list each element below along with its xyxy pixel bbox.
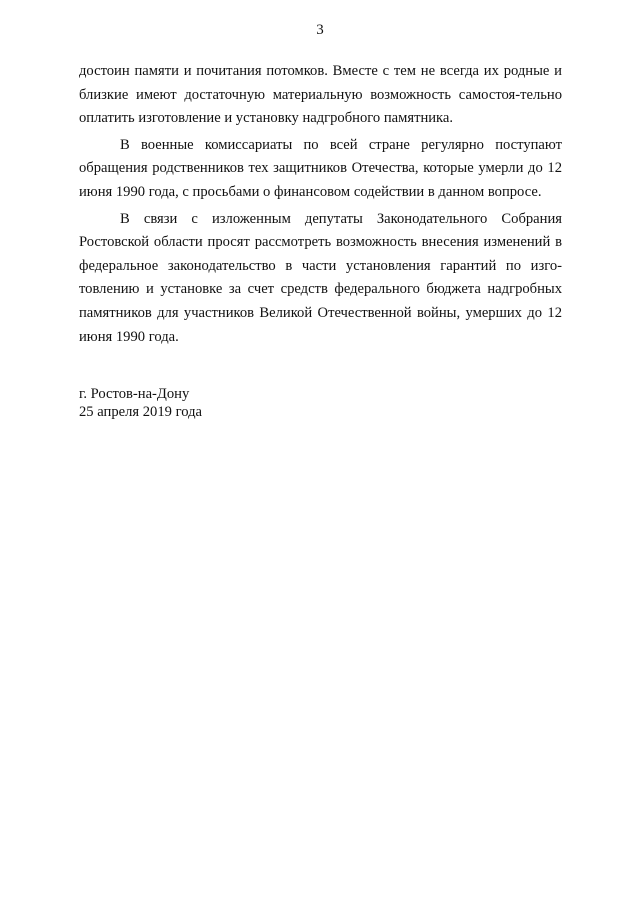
paragraph-continuation: достоин памяти и почитания потомков. Вместе с тем не всегда их родные и близкие имеют достаточную материальную возможность самостоя-тельно оплатить изготовление и установку надгробного памятника. xyxy=(79,63,562,127)
signoff-date: 25 апреля 2019 года xyxy=(79,404,202,420)
body-text xyxy=(79,60,562,352)
paragraph-request: В связи с изложенным депутаты Законодательного Собрания Ростовской области просят рассмотреть возможность внесения изменений в федеральное законодательство в части установления гарантий по изго-товлению и установке за счет средств федерального бюджета надгробных памятников для участников Великой Отечественной войны, умерших до 12 июня 1990 года. xyxy=(79,210,562,345)
signoff-place: г. Ростов-на-Дону xyxy=(79,386,190,402)
paragraph-appeals: В военные комиссариаты по всей стране регулярно поступают обращения родственников тех защитников Отечества, которые умерли до 12 июня 1990 года, с просьбами о финансовом содействии в данном вопросе. xyxy=(79,136,562,200)
signoff-block xyxy=(79,385,202,421)
page-number: 3 xyxy=(316,22,324,38)
